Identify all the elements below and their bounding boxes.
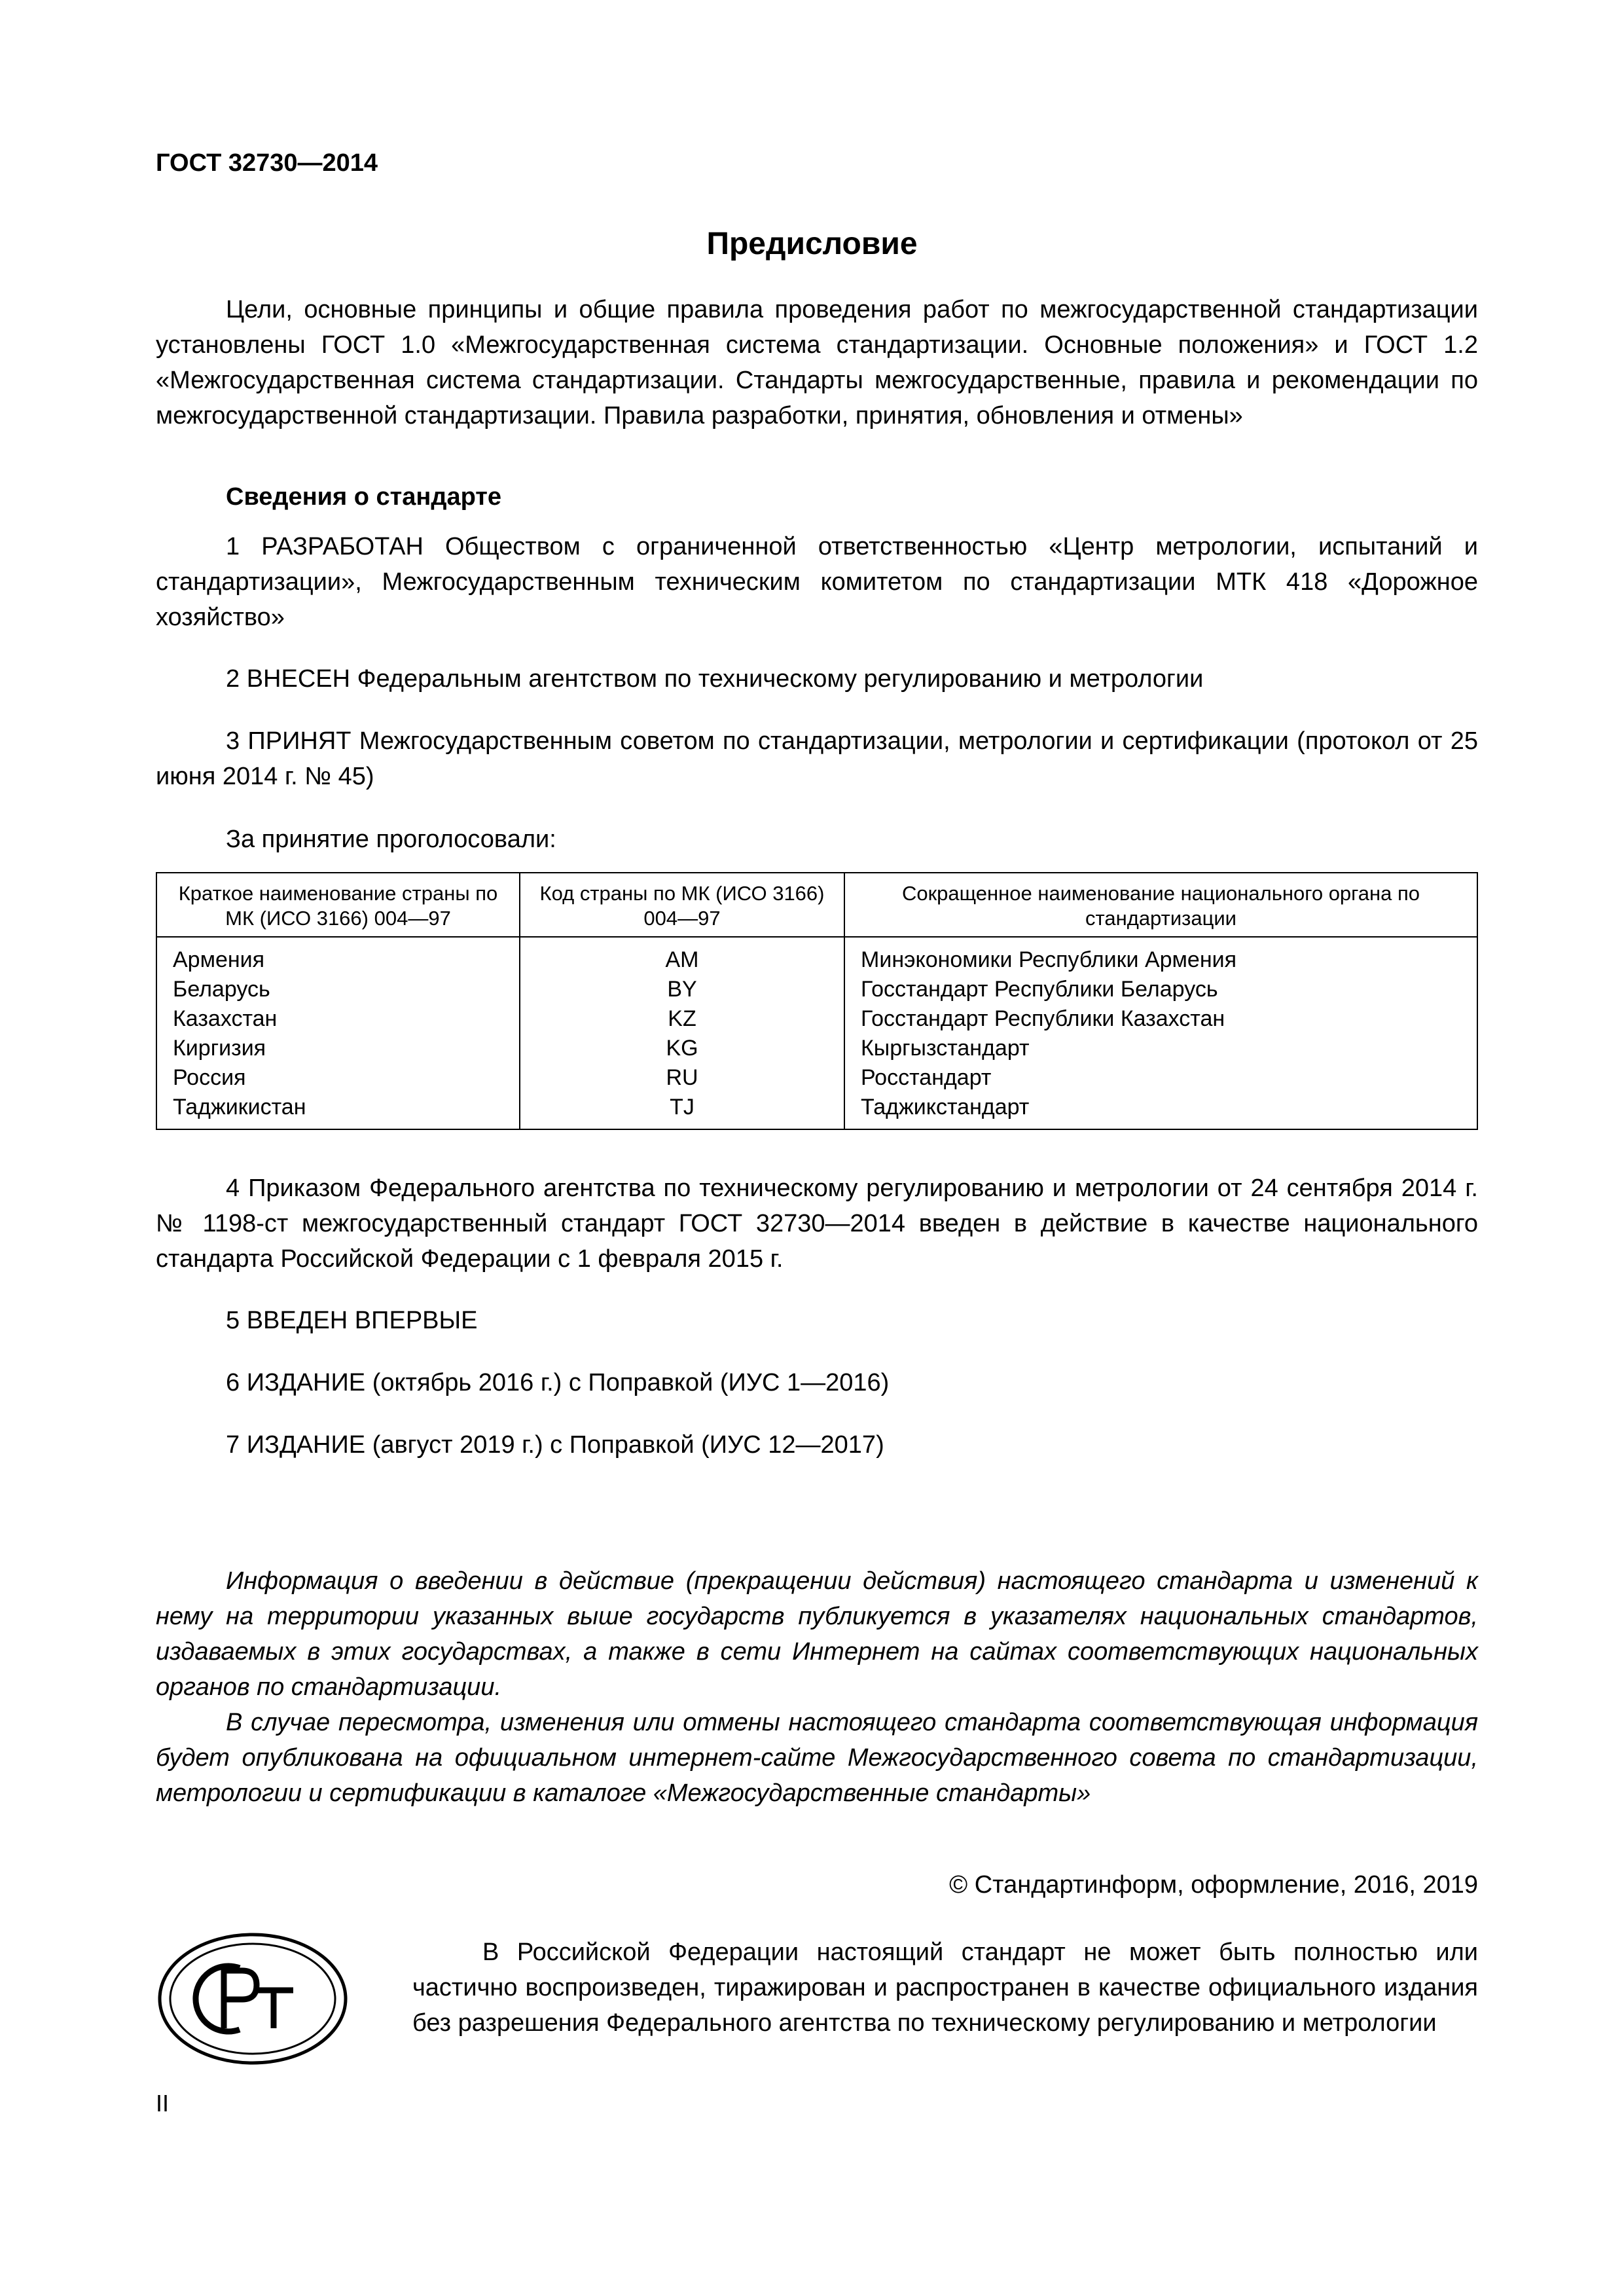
page-title: Предисловие (706, 227, 918, 261)
col-header-code: Код страны по МК (ИСО 3166) 004—97 (520, 873, 844, 937)
country-code: KG (520, 1034, 844, 1063)
table-row (156, 1093, 1477, 1129)
country-name: Армения (156, 937, 520, 975)
country-code: TJ (520, 1093, 844, 1129)
country-name: Казахстан (156, 1004, 520, 1034)
col-header-body: Сокращенное наименование национального органа по стандартизации (844, 873, 1477, 937)
item-1: 1 РАЗРАБОТАН Обществом с ограниченной ответственностью «Центр метрологии, испытаний и стандартизации», Межгосударственным техническим комитетом по стандартизации МТК 418 «Дорожное хозяйство» (156, 533, 1478, 631)
standards-body: Росстандарт (844, 1063, 1477, 1093)
standards-body: Кыргызстандарт (844, 1034, 1477, 1063)
page-number: II (156, 2090, 170, 2117)
table-row (156, 1004, 1477, 1034)
table-row (156, 1034, 1477, 1063)
standards-body: Таджикстандарт (844, 1093, 1477, 1129)
col-header-country: Краткое наименование страны по МК (ИСО 3166) 004—97 (156, 873, 520, 937)
info-paragraph-2: В случае пересмотра, изменения или отмены настоящего стандарта соответствующая информация будет опубликована на официальном интернет-сайте Межгосударственного совета по стандартизации, метрологии и сертификации в каталоге «Межгосударственные стандарты» (156, 1709, 1478, 1807)
document-id: ГОСТ 32730—2014 (156, 149, 378, 177)
country-code: BY (520, 975, 844, 1004)
copyright-line: © Стандартинформ, оформление, 2016, 2019 (949, 1871, 1478, 1899)
countries-table (156, 872, 1478, 1130)
standards-body: Госстандарт Республики Беларусь (844, 975, 1477, 1004)
section-subhead: Сведения о стандарте (226, 483, 502, 511)
country-name: Киргизия (156, 1034, 520, 1063)
country-code: AM (520, 937, 844, 975)
table-header-row (156, 873, 1477, 937)
standards-body: Госстандарт Республики Казахстан (844, 1004, 1477, 1034)
item-4: 4 Приказом Федерального агентства по техническому регулированию и метрологии от 24 сентября 2014 г. № 1198-ст межгосударственный стандарт ГОСТ 32730—2014 введен в действие в качестве национального стандарта Российской Федерации с 1 февраля 2015 г. (156, 1175, 1478, 1273)
item-5: 5 ВВЕДЕН ВПЕРВЫЕ (226, 1307, 478, 1334)
rst-logo-icon (156, 1930, 350, 2068)
table-row (156, 975, 1477, 1004)
country-name: Россия (156, 1063, 520, 1093)
country-code: KZ (520, 1004, 844, 1034)
intro-paragraph: Цели, основные принципы и общие правила проведения работ по межгосударственной стандартизации установлены ГОСТ 1.0 «Межгосударственная система стандартизации. Основные положения» и ГОСТ 1.2 «Межгосударственная система стандартизации. Стандарты межгосударственные, правила и рекомендации по межгосударственной стандартизации. Правила разработки, принятия, обновления и отмены» (156, 296, 1478, 429)
item-6: 6 ИЗДАНИЕ (октябрь 2016 г.) с Поправкой (ИУС 1—2016) (226, 1369, 890, 1396)
item-3: 3 ПРИНЯТ Межгосударственным советом по стандартизации, метрологии и сертификации (протокол от 25 июня 2014 г. № 45) (156, 727, 1478, 790)
info-paragraph-1: Информация о введении в действие (прекращении действия) настоящего стандарта и изменений к нему на территории указанных выше государств публикуется в указателях национальных стандартов, издаваемых в этих государствах, а также в сети Интернет на сайтах соответствующих национальных органов по стандартизации. (156, 1567, 1478, 1701)
voted-label: За принятие проголосовали: (226, 826, 556, 853)
country-name: Беларусь (156, 975, 520, 1004)
country-code: RU (520, 1063, 844, 1093)
info-block (156, 1563, 1478, 1811)
table-row (156, 1063, 1477, 1093)
item-7: 7 ИЗДАНИЕ (август 2019 г.) с Поправкой (ИУС 12—2017) (226, 1431, 884, 1459)
table-row (156, 937, 1477, 975)
item-2: 2 ВНЕСЕН Федеральным агентством по техническому регулированию и метрологии (226, 665, 1204, 693)
country-name: Таджикистан (156, 1093, 520, 1129)
copyright-notice: В Российской Федерации настоящий стандарт не может быть полностью или частично воспроизведен, тиражирован и распространен в качестве официального издания без разрешения Федерального агентства по техническому регулированию и метрологии (412, 1939, 1478, 2037)
standards-body: Минэкономики Республики Армения (844, 937, 1477, 975)
